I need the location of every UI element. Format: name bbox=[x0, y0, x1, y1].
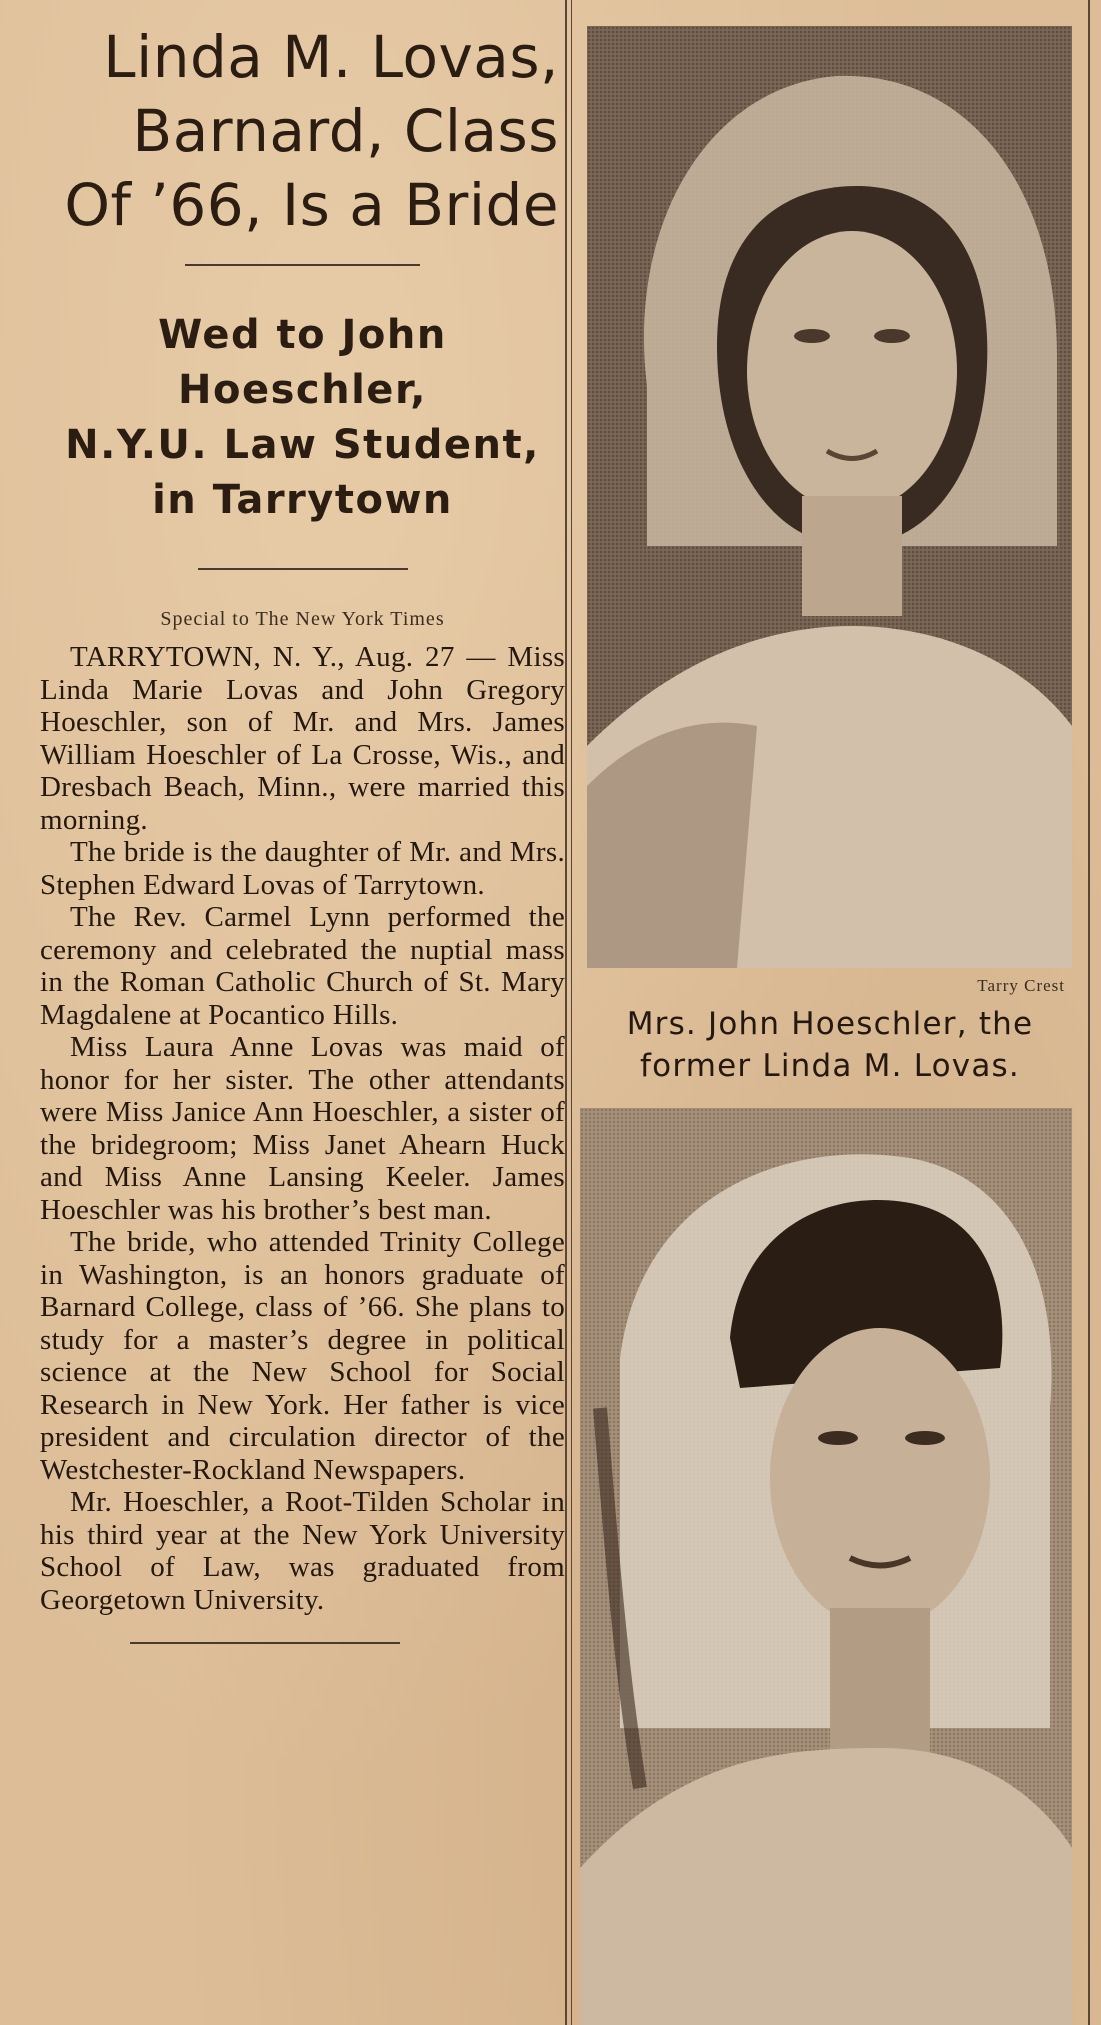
article-paragraph: The Rev. Carmel Lynn performed the ceremony and celebrated the nuptial mass in the Roman Catholic Church of St. Mary Magdalene at Pocantico Hills. bbox=[40, 901, 565, 1031]
second-bride-portrait-photo bbox=[580, 1108, 1072, 2025]
caption-line: former Linda M. Lovas. bbox=[640, 1048, 1020, 1084]
column-rule-inner bbox=[571, 0, 572, 2025]
article-paragraph: The bride, who attended Trinity College in Washington, is an honors graduate of Barnard College, class of ’66. She plans to study for a master’s degree in political science at the New School for Social Research in New York. Her father is vice president and circulation director of the Westchester-Rockland Newspapers. bbox=[40, 1226, 565, 1486]
subheadline-line: N.Y.U. Law Student, bbox=[65, 422, 540, 468]
article-body bbox=[40, 641, 565, 1616]
article-paragraph: Mr. Hoeschler, a Root-Tilden Scholar in his third year at the New York University School of Law, was graduated from Georgetown University. bbox=[40, 1486, 565, 1616]
photo-credit: Tarry Crest bbox=[977, 976, 1065, 995]
caption-line: Mrs. John Hoeschler, the bbox=[626, 1006, 1034, 1042]
article-paragraph: The bride is the daughter of Mr. and Mrs. Stephen Edward Lovas of Tarrytown. bbox=[40, 836, 565, 901]
right-edge-rule bbox=[1088, 0, 1090, 2025]
headline-line: Linda M. Lovas, bbox=[103, 23, 559, 91]
end-rule bbox=[130, 1642, 400, 1644]
article-paragraph: TARRYTOWN, N. Y., Aug. 27 — Miss Linda Marie Lovas and John Gregory Hoeschler, son of Mr. and Mrs. James William Hoeschler of La Crosse, Wis., and Dresbach Beach, Minn., were married this morning. bbox=[40, 641, 565, 836]
bride-portrait-image bbox=[587, 26, 1072, 968]
article-column bbox=[40, 20, 565, 1644]
bride-portrait-photo bbox=[587, 26, 1072, 968]
subheadline bbox=[40, 308, 565, 528]
subheadline-rule bbox=[198, 568, 408, 570]
article-paragraph: Miss Laura Anne Lovas was maid of honor for her sister. The other attendants were Miss Janice Ann Hoeschler, a sister of the bridegroom; Miss Janet Ahearn Huck and Miss Anne Lansing Keeler. James Hoeschler was his brother’s best man. bbox=[40, 1031, 565, 1226]
subheadline-line: in Tarrytown bbox=[152, 477, 453, 523]
column-rule bbox=[565, 0, 567, 2025]
headline bbox=[40, 20, 565, 242]
photo-caption bbox=[580, 1003, 1080, 1087]
subheadline-line: Wed to John Hoeschler, bbox=[158, 312, 447, 413]
wire-credit: Special to The New York Times bbox=[160, 608, 445, 630]
headline-line: Barnard, Class bbox=[132, 97, 559, 165]
headline-line: Of ’66, Is a Bride bbox=[64, 171, 559, 239]
headline-rule bbox=[185, 264, 420, 266]
second-bride-portrait-image bbox=[580, 1108, 1072, 2025]
